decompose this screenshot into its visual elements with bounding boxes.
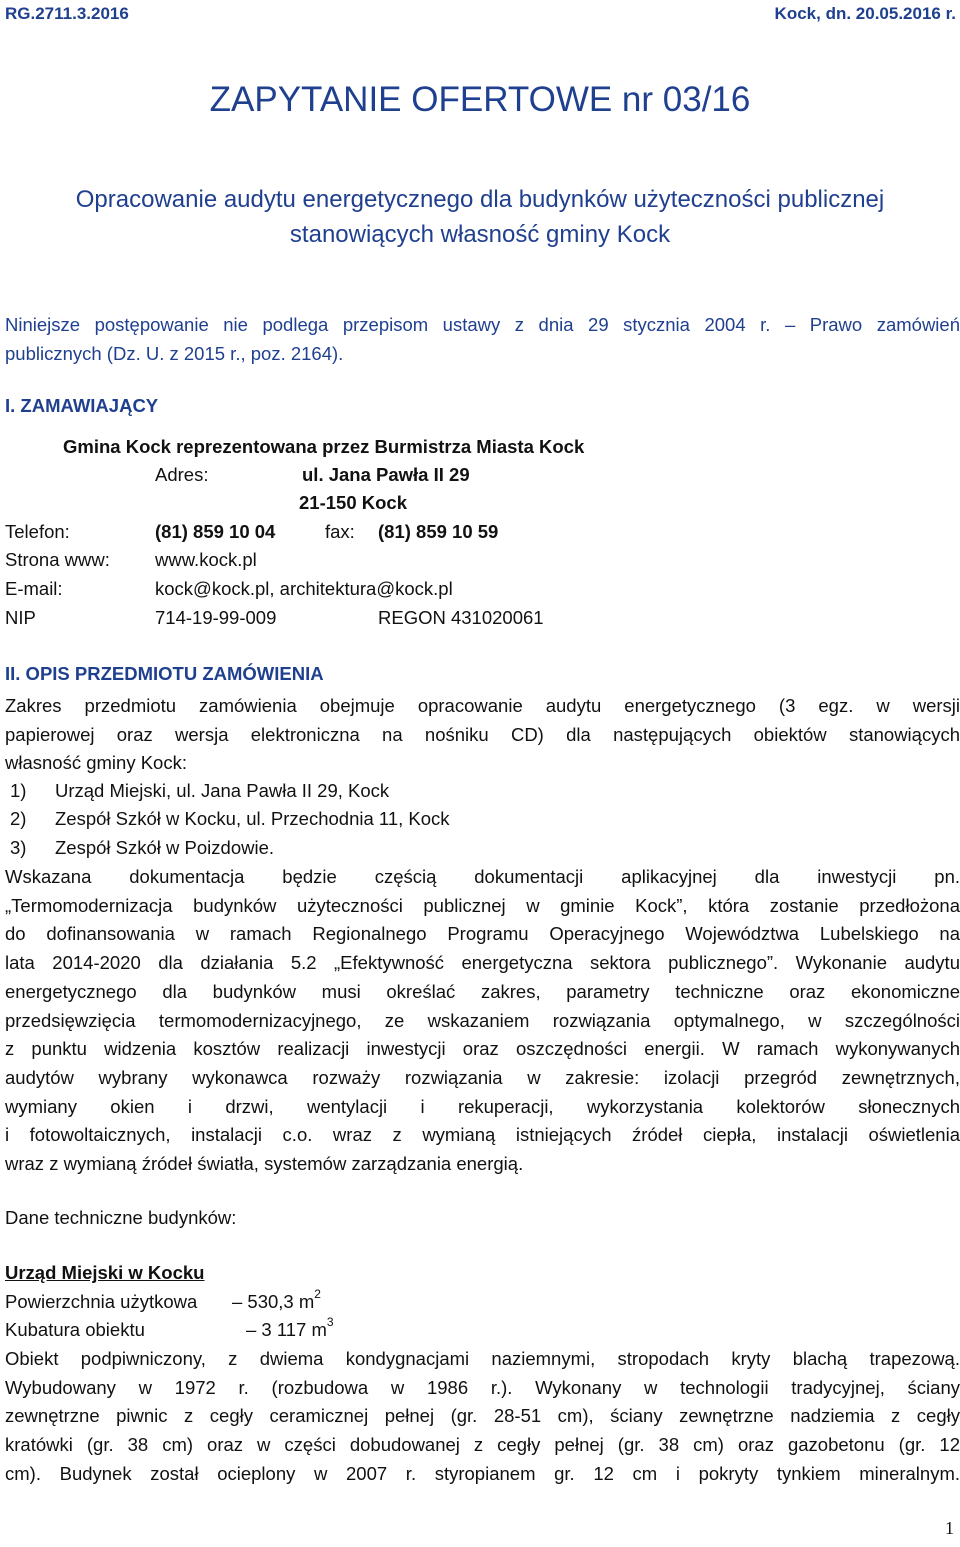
paragraph-line: własność gminy Kock: (5, 752, 187, 774)
reference-number: RG.2711.3.2016 (5, 4, 129, 23)
address-label: Adres: (155, 464, 209, 485)
paragraph-line: „Termomodernizacja budynków użyteczności publicznej w gminie Kock”, która zostanie przedłożona (5, 894, 960, 916)
fax-label: fax: (325, 521, 355, 542)
paragraph-line: z punktu widzenia kosztów realizacji inwestycji oraz oszczędności energii. W ramach wykonywanych (5, 1038, 960, 1060)
orderer-name: Gmina Kock reprezentowana przez Burmistrza Miasta Kock (63, 436, 585, 457)
phone-label: Telefon: (5, 521, 70, 542)
scope-paragraph (5, 692, 960, 778)
paragraph-line: energetycznego dla budynków musi określać zakres, parametry techniczne oraz ekonomiczne (5, 980, 960, 1002)
list-item-text: Urząd Miejski, ul. Jana Pawła II 29, Kock (55, 780, 390, 801)
paragraph-line: kratówki (gr. 38 cm) oraz w części dobudowanej z cegły pełnej (gr. 38 cm) oraz gazobetonu (gr. 12 (5, 1434, 960, 1456)
paragraph-line: lata 2014-2020 dla działania 5.2 „Efektywność energetyczna sektora publicznego”. Wykonanie audytu (5, 952, 960, 974)
volume-number: – 3 117 m (246, 1319, 327, 1340)
subtitle-line: Opracowanie audytu energetycznego dla budynków użyteczności publicznej (75, 186, 885, 213)
tech-data-heading: Dane techniczne budynków: (5, 1207, 237, 1228)
area-value (232, 1288, 321, 1316)
legal-note-line: publicznych (Dz. U. z 2015 r., poz. 2164). (5, 343, 344, 364)
page-number: 1 (945, 1518, 954, 1538)
paragraph-line: Wybudowany w 1972 r. (rozbudowa w 1986 r.). Wykonany w technologii tradycyjnej, ściany (5, 1376, 960, 1398)
paragraph-line: i fotowoltaicznych, instalacji c.o. wraz z wymianą istniejących źródeł ciepła, instalacji oświetlenia (5, 1124, 960, 1146)
paragraph-line: wraz z wymianą źródeł światła, systemów zarządzania energią. (5, 1153, 524, 1175)
volume-unit-exponent: 3 (326, 1314, 334, 1329)
email-label: E-mail: (5, 578, 63, 599)
subtitle-line: stanowiących własność gminy Kock (289, 221, 671, 248)
address-city: 21-150 Kock (299, 492, 407, 513)
www-link[interactable]: www.kock.pl (155, 549, 257, 570)
fax-value: (81) 859 10 59 (378, 521, 499, 542)
paragraph-line: audytów wybrany wykonawca rozważy rozwiązania w zakresie: izolacji przegród zewnętrznych, (5, 1066, 960, 1088)
paragraph-line: Zakres przedmiotu zamówienia obejmuje opracowanie audytu energetycznego (3 egz. w wersji (5, 695, 960, 716)
legal-note-line: Niniejsze postępowanie nie podlega przepisom ustawy z dnia 29 stycznia 2004 r. – Prawo zamówień (5, 314, 960, 335)
paragraph-line: cm). Budynek został ocieplony w 2007 r. styropianem gr. 12 cm i pokryty tynkiem mineralnym. (5, 1462, 960, 1484)
building-name: Urząd Miejski w Kocku (5, 1262, 205, 1283)
list-item-text: Zespół Szkół w Kocku, ul. Przechodnia 11, Kock (55, 808, 450, 829)
list-item-number: 2) (10, 808, 27, 829)
section-heading-subject: II. OPIS PRZEDMIOTU ZAMÓWIENIA (5, 663, 324, 684)
volume-label: Kubatura obiektu (5, 1319, 145, 1340)
document-subtitle (0, 182, 960, 252)
paragraph-line: papierowej oraz wersja elektroniczna na nośniku CD) dla następujących obiektów stanowiących (5, 723, 960, 745)
paragraph-line: przedsięwzięcia termomodernizacyjnego, ze wskazaniem rozwiązania optymalnego, w szczególności (5, 1009, 960, 1031)
list-item (5, 834, 274, 862)
legal-note (5, 310, 960, 368)
area-unit-exponent: 2 (314, 1286, 321, 1301)
document-title: ZAPYTANIE OFERTOWE nr 03/16 (209, 80, 751, 119)
area-label: Powierzchnia użytkowa (5, 1291, 198, 1312)
regon-value: REGON 431020061 (378, 607, 544, 628)
paragraph-line: Wskazana dokumentacja będzie częścią dokumentacji aplikacyjnej dla inwestycji pn. (5, 866, 960, 887)
volume-value (246, 1316, 334, 1344)
paragraph-line: do dofinansowania w ramach Regionalnego Programu Operacyjnego Województwa Lubelskiego na (5, 923, 960, 945)
list-item (5, 777, 389, 805)
list-item-number: 3) (10, 837, 27, 858)
nip-label: NIP (5, 607, 36, 628)
paragraph-line: Obiekt podpiwniczony, z dwiema kondygnacjami naziemnymi, stropodach kryty blachą trapezową. (5, 1348, 960, 1369)
address-street: ul. Jana Pawła II 29 (302, 464, 470, 485)
section-heading-orderer: I. ZAMAWIAJĄCY (5, 395, 159, 416)
email-link[interactable]: kock@kock.pl, architektura@kock.pl (155, 578, 453, 599)
phone-value: (81) 859 10 04 (155, 521, 276, 542)
building-description (5, 1345, 960, 1489)
description-paragraph (5, 863, 960, 1179)
list-item (5, 805, 450, 833)
area-number: – 530,3 m (232, 1291, 315, 1312)
nip-value: 714-19-99-009 (155, 607, 277, 628)
place-date: Kock, dn. 20.05.2016 r. (774, 4, 956, 23)
list-item-number: 1) (10, 780, 27, 801)
www-label: Strona www: (5, 549, 110, 570)
paragraph-line: wymiany okien i drzwi, wentylacji i rekuperacji, wykorzystania kolektorów słonecznych (5, 1095, 960, 1117)
paragraph-line: zewnętrzne piwnic z cegły ceramicznej pełnej (gr. 28-51 cm), ściany zewnętrzne nadziemia z cegły (5, 1405, 960, 1427)
list-item-text: Zespół Szkół w Poizdowie. (55, 837, 275, 858)
